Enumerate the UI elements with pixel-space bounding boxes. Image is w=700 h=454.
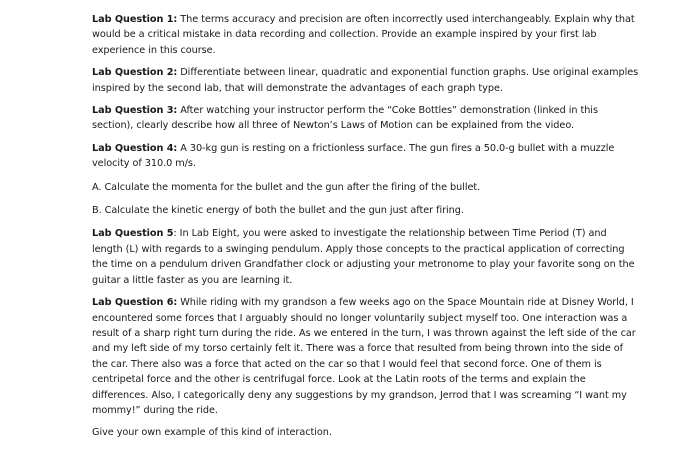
question-text: A 30-kg gun is resting on a frictionless surface. The gun fires a 50.0-g bullet with a muzzle velocity of 310.0 m/s.: [92, 142, 615, 170]
question-text: Differentiate between linear, quadratic and exponential function graphs. Use original examples inspired by the second lab, that will demonstrate the advantages of each graph type.: [92, 67, 639, 94]
question-text: After watching your instructor perform the “Coke Bottles” demonstration (linked in this section), clearly describe how all three of Newton’s Laws of Motion can be explained from the video.: [92, 105, 598, 132]
question-text: The terms accuracy and precision are often incorrectly used interchangeably. Explain why that would be a critical mistake in data recording and collection. Provide an example inspired by your first lab experience in this course.: [92, 14, 635, 56]
question-label: Lab Question 6:: [92, 297, 178, 309]
lab-question-2: [92, 65, 640, 96]
question-text: A. Calculate the momenta for the bullet and the gun after the firing of the bullet.: [92, 181, 481, 193]
lab-question-4a: [92, 180, 640, 195]
question-text: Give your own example of this kind of interaction.: [92, 427, 332, 439]
question-label: Lab Question 1:: [92, 14, 178, 25]
lab-question-6: [92, 295, 640, 418]
lab-question-3: [92, 103, 640, 134]
question-label: Lab Question 2:: [92, 67, 178, 79]
lab-question-5: [92, 226, 640, 288]
lab-question-6-prompt: [92, 425, 640, 440]
question-text: While riding with my grandson a few weeks ago on the Space Mountain ride at Disney World, I encountered some forces that I arguably should no longer voluntarily subject myself too. One interaction was a result of a sharp right turn during the ride. As we entered in the turn, I was thrown against the left side of the car and my left side of my torso certainly felt it. There was a force that resulted from being thrown into the side of the car. There also was a force that acted on the car so that I would feel that second force. One of them is centripetal force and the other is centrifugal force. Look at the Latin roots of the terms and explain the differences. Also, I categorically deny any suggestions by my grandson, Jerrod that I was screaming “I want my mommy!” during the ride.: [92, 297, 636, 416]
question-label: Lab Question 5: [92, 228, 174, 240]
question-label: Lab Question 3:: [92, 105, 178, 117]
lab-question-4: [92, 141, 640, 172]
question-label: Lab Question 4:: [92, 142, 178, 154]
lab-question-4b: [92, 203, 640, 218]
lab-question-1: [92, 12, 640, 58]
question-text: : In Lab Eight, you were asked to investigate the relationship between Time Period (T) and length (L) with regards to a swinging pendulum. Apply those concepts to the practical application of correcting the time on a pendulum driven Grandfather clock or adjusting your metronome to play your favorite song on the guitar a little faster as you are learning it.: [92, 228, 635, 286]
question-text: B. Calculate the kinetic energy of both the bullet and the gun just after firing.: [92, 205, 464, 217]
